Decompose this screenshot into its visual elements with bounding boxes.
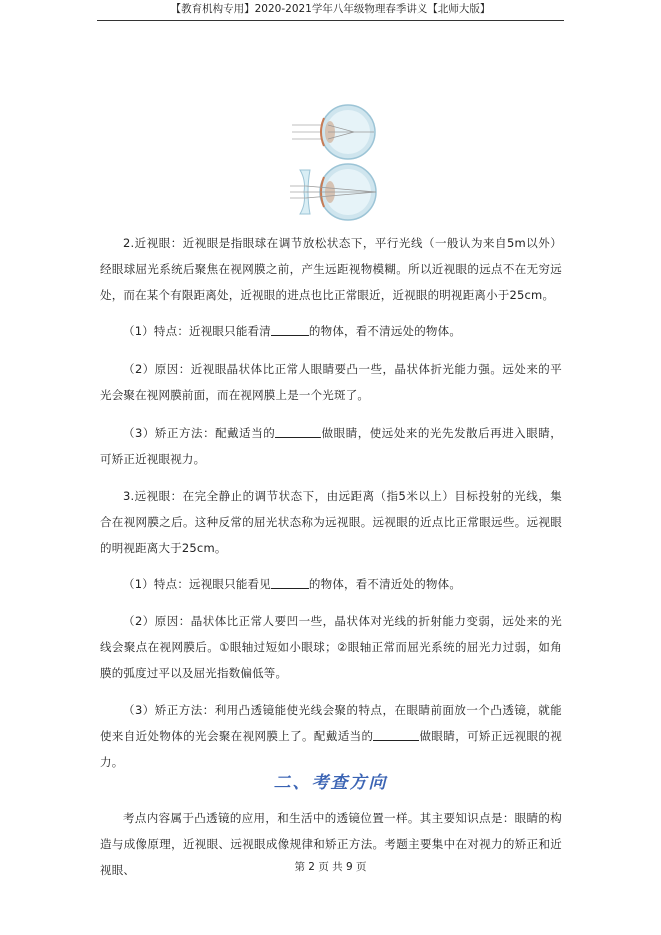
myopic-eye-diagram bbox=[292, 105, 375, 159]
hyperopia-cause-paragraph: （2）原因：晶状体比正常人要凹一些，晶状体对光线的折射能力变弱，远处来的光线会聚点在视网膜后。①眼轴过短如小眼球；②眼轴正常而屈光系统的屈光力过弱，如角膜的弧度过平以及屈光指数偏低等。 bbox=[100, 614, 562, 680]
hyperopia-intro-paragraph: 3.远视眼：在完全静止的调节状态下，由远距离（指5米以上）目标投射的光线，集合在视网膜之后。这种反常的屈光状态称为远视眼。远视眼的近点比正常眼远些。远视眼的明视距离大于25cm。 bbox=[100, 489, 562, 555]
myopia-correction-text-before: （3）矫正方法：配戴适当的 bbox=[123, 426, 276, 440]
fill-in-blank bbox=[275, 424, 321, 438]
myopia-feature-paragraph bbox=[100, 318, 562, 344]
myopia-cause-paragraph: （2）原因：近视眼晶状体比正常人眼睛要凸一些，晶状体折光能力强。远处来的平光会聚在视网膜前面，而在视网膜上是一个光斑了。 bbox=[100, 362, 562, 402]
myopia-feature-text-before: （1）特点：近视眼只能看清 bbox=[123, 324, 271, 338]
myopia-correction-paragraph bbox=[100, 420, 562, 472]
hyperopia-feature-text-before: （1）特点：远视眼只能看见 bbox=[123, 577, 271, 591]
page-number-footer: 第 2 页 共 9 页 bbox=[294, 861, 367, 873]
hyperopia-correction-text-after: 做眼睛，可矫正远视眼的视力。 bbox=[100, 729, 562, 769]
hyperopia-feature-paragraph bbox=[100, 571, 562, 597]
hyperopia-correction-paragraph bbox=[100, 697, 562, 775]
fill-in-blank bbox=[271, 575, 309, 589]
fill-in-blank bbox=[271, 322, 309, 336]
corrected-eye-diagram bbox=[290, 164, 376, 220]
myopia-feature-text-after: 的物体，看不清远处的物体。 bbox=[308, 324, 462, 338]
page-header: 【教育机构专用】2020-2021学年八年级物理春季讲义【北师大版】 bbox=[97, 0, 564, 21]
section-title: 二、考查方向 bbox=[273, 773, 388, 793]
section-body-paragraph: 考点内容属于凸透镜的应用，和生活中的透镜位置一样。其主要知识点是：眼睛的构造与成像原理，近视眼、远视眼成像规律和矫正方法。考题主要集中在对视力的矫正和近视眼、 bbox=[100, 811, 562, 877]
hyperopia-feature-text-after: 的物体，看不清近处的物体。 bbox=[308, 577, 462, 591]
hyperopia-correction-text-before: （3）矫正方法：利用凸透镜能使光线会聚的特点，在眼睛前面放一个凸透镜，就能使来自近处物体的光会聚在视网膜上了。配戴适当的 bbox=[100, 703, 562, 743]
fill-in-blank bbox=[373, 727, 419, 741]
myopia-intro-paragraph: 2.近视眼：近视眼是指眼球在调节放松状态下，平行光线（一般认为来自5m以外）经眼球屈光系统后聚焦在视网膜之前，产生远距视物模糊。所以近视眼的远点不在无穷远处，而在某个有限距离处，近视眼的进点也比正常眼近，近视眼的明视距离小于25cm。 bbox=[100, 236, 562, 302]
eye-diagram-figure bbox=[288, 100, 384, 224]
myopia-correction-text-after: 做眼睛，使远处来的光先发散后再进入眼睛，可矫正近视眼视力。 bbox=[100, 426, 562, 466]
